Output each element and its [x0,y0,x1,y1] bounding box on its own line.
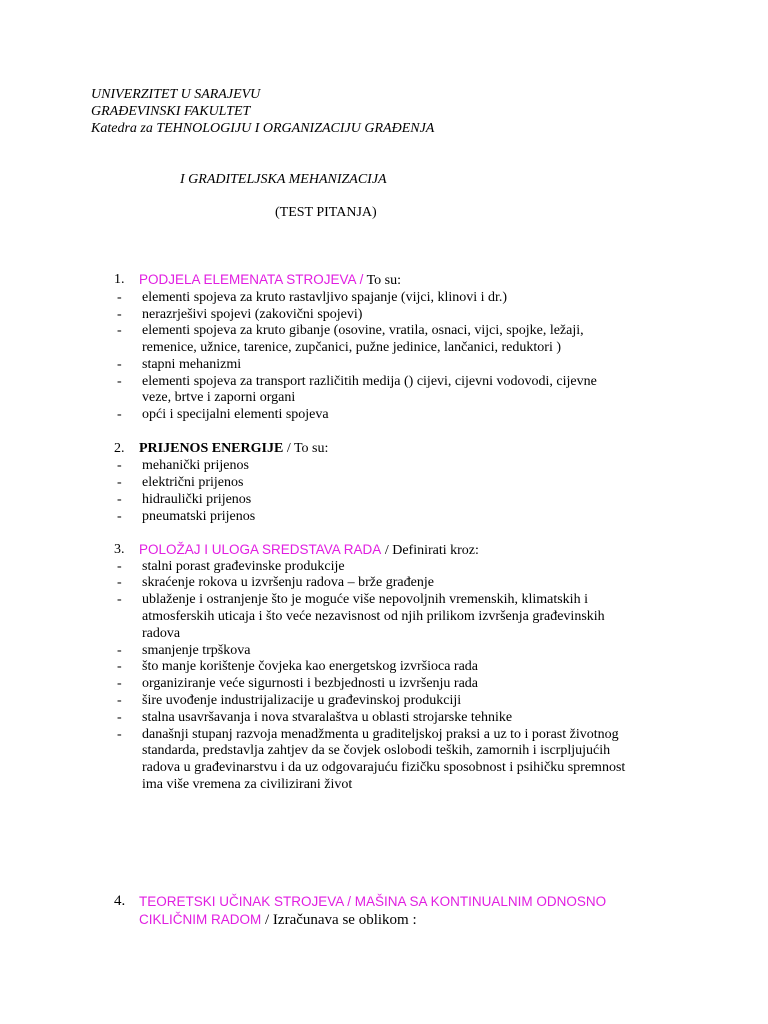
faculty-name: GRAĐEVINSKI FAKULTET [91,104,251,119]
list-item: opći i specijalni elementi spojeva [142,407,329,422]
list-bullet: - [117,407,122,422]
list-item: stalni porast građevinske produkcije [142,559,345,574]
list-item: organiziranje veće sigurnosti i bezbjednosti u izvršenju rada [142,676,479,691]
section-number: 1. [114,272,125,287]
section-heading-2: PRIJENOS ENERGIJE / To su: [139,441,329,456]
list-bullet: - [117,492,122,507]
list-item: pneumatski prijenos [142,509,256,524]
list-item: nerazrješivi spojevi (zakovični spojevi) [142,307,363,322]
list-item: hidraulički prijenos [142,492,252,507]
list-item: elementi spojeva za kruto rastavljivo spajanje (vijci, klinovi i dr.) [142,290,508,305]
list-bullet: - [117,575,122,590]
list-item: današnji stupanj razvoja menadžmenta u graditeljskoj praksi a uz to i porast životnog [142,727,619,742]
document-title: I GRADITELJSKA MEHANIZACIJA [180,172,387,187]
section-heading-3: POLOŽAJ I ULOGA SREDSTAVA RADA / Definirati kroz: [139,542,479,558]
list-item-continuation: radova u građevinarstvu i da uz odgovarajuću fizičku sposobnost i psihičku spremnost [142,760,626,775]
department-name: Katedra za TEHNOLOGIJU I ORGANIZACIJU GRAĐENJA [91,121,435,136]
list-bullet: - [117,290,122,305]
section-number: 2. [114,441,125,456]
list-bullet: - [117,458,122,473]
university-name: UNIVERZITET U SARAJEVU [91,87,261,102]
list-item-continuation: standarda, predstavlja zahtjev da se čovjek oslobodi teških, zamornih i iscrpljujućih [142,743,611,758]
list-item: skraćenje rokova u izvršenju radova – brže građenje [142,575,434,590]
list-item: smanjenje trpškova [142,643,251,658]
list-item: ublaženje i ostranjenje što je moguće više nepovoljnih vremenskih, klimatskih i [142,592,588,607]
list-bullet: - [117,475,122,490]
list-item: elementi spojeva za kruto gibanje (osovine, vratila, osnaci, vijci, spojke, ležaji, [142,323,584,338]
list-item-continuation: radova [142,626,181,641]
list-item-continuation: atmosferskih uticaja i što veće nezavisnost od njih prilikom izvršenja građevinskih [142,609,605,624]
list-item: mehanički prijenos [142,458,249,473]
section-heading-4: TEORETSKI UČINAK STROJEVA / MAŠINA SA KONTINUALNIM ODNOSNO [139,894,607,909]
list-bullet: - [117,693,122,708]
list-item: elementi spojeva za transport različitih medija () cijevi, cijevni vodovodi, cijevne [142,374,597,389]
list-bullet: - [117,659,122,674]
list-item: električni prijenos [142,475,244,490]
list-item: šire uvođenje industrijalizacije u građevinskoj produkciji [142,693,462,708]
list-bullet: - [117,727,122,742]
list-bullet: - [117,357,122,372]
list-bullet: - [117,323,122,338]
list-item: stapni mehanizmi [142,357,242,372]
list-bullet: - [117,710,122,725]
list-item-continuation: ima više vremena za civilizirani život [142,777,353,792]
list-bullet: - [117,676,122,691]
list-bullet: - [117,374,122,389]
list-bullet: - [117,643,122,658]
list-item-continuation: veze, brtve i zaporni organi [142,390,296,405]
list-item: stalna usavršavanja i nova stvaralaštva u oblasti strojarske tehnike [142,710,513,725]
list-bullet: - [117,509,122,524]
list-bullet: - [117,307,122,322]
list-bullet: - [117,592,122,607]
section-number: 4. [114,893,126,909]
list-item: što manje korištenje čovjeka kao energetskog izvršioca rada [142,659,479,674]
section-heading-4-continuation: CIKLIČNIM RADOM / Izračunava se oblikom : [139,912,417,928]
list-item-continuation: remenice, užnice, tarenice, zupčanici, pužne jedinice, lančanici, reduktori ) [142,340,562,355]
section-heading-1: PODJELA ELEMENATA STROJEVA / To su: [139,272,401,288]
document-subtitle: (TEST PITANJA) [275,205,377,220]
list-bullet: - [117,559,122,574]
section-number: 3. [114,542,125,557]
